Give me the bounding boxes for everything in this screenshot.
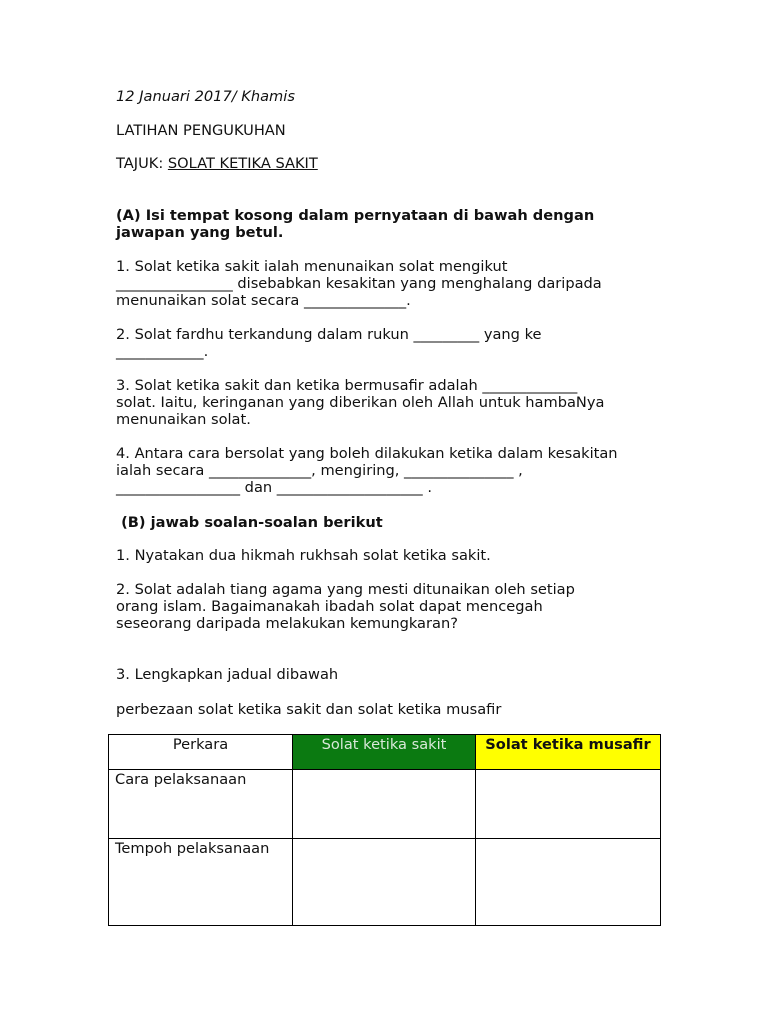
topic-line xyxy=(116,155,660,172)
answer-cell-musafir-tempoh[interactable] xyxy=(476,839,661,926)
q4-line: 4. Antara cara bersolat yang boleh dilakukan ketika dalam kesakitan xyxy=(116,445,618,462)
table-header-row xyxy=(109,735,661,770)
q3-line: menunaikan solat. xyxy=(116,411,251,428)
section-b-question-3: 3. Lengkapkan jadual dibawah xyxy=(116,666,339,683)
q1-line: menunaikan solat secara ______________. xyxy=(116,292,411,309)
answer-cell-musafir-cara[interactable] xyxy=(476,770,661,839)
header-solat-musafir: Solat ketika musafir xyxy=(476,735,661,770)
table-caption: perbezaan solat ketika sakit dan solat ketika musafir xyxy=(116,701,502,718)
section-b-title: (B) jawab soalan-soalan berikut xyxy=(116,514,383,531)
row-label-tempoh: Tempoh pelaksanaan xyxy=(109,839,293,926)
answer-cell-sakit-cara[interactable] xyxy=(293,770,476,839)
q3-line: solat. Iaitu, keringanan yang diberikan oleh Allah untuk hambaNya xyxy=(116,394,605,411)
q1-line: ________________ disebabkan kesakitan yang menghalang daripada xyxy=(116,275,602,292)
section-a-question-4 xyxy=(116,445,660,496)
b-q2-line: seseorang daripada melakukan kemungkaran? xyxy=(116,615,458,632)
topic-label: TAJUK: xyxy=(116,155,164,172)
q3-line: 3. Solat ketika sakit dan ketika bermusafir adalah _____________ xyxy=(116,377,578,394)
row-label-cara: Cara pelaksanaan xyxy=(109,770,293,839)
section-b-question-1: 1. Nyatakan dua hikmah rukhsah solat ketika sakit. xyxy=(116,547,491,564)
comparison-table xyxy=(108,734,661,926)
table-row xyxy=(109,839,661,926)
page-heading: LATIHAN PENGUKUHAN xyxy=(116,122,286,139)
q1-line: 1. Solat ketika sakit ialah menunaikan solat mengikut xyxy=(116,258,508,275)
section-a-question-2 xyxy=(116,326,660,360)
header-perkara: Perkara xyxy=(109,735,293,770)
date-line: 12 Januari 2017/ Khamis xyxy=(116,88,295,105)
section-a-title: (A) Isi tempat kosong dalam pernyataan di bawah dengan jawapan yang betul. xyxy=(116,207,595,241)
topic-title: SOLAT KETIKA SAKIT xyxy=(167,155,318,172)
q4-line: ialah secara ______________, mengiring, _______________ , xyxy=(116,462,523,479)
answer-cell-sakit-tempoh[interactable] xyxy=(293,839,476,926)
q4-line: _________________ dan ____________________ . xyxy=(116,479,432,496)
section-b-question-2 xyxy=(116,581,660,632)
b-q2-line: 2. Solat adalah tiang agama yang mesti ditunaikan oleh setiap xyxy=(116,581,575,598)
header-solat-sakit: Solat ketika sakit xyxy=(293,735,476,770)
q2-line: 2. Solat fardhu terkandung dalam rukun _________ yang ke xyxy=(116,326,542,343)
b-q2-line: orang islam. Bagaimanakah ibadah solat dapat mencegah xyxy=(116,598,543,615)
section-a-question-1 xyxy=(116,258,660,309)
section-a-question-3 xyxy=(116,377,660,428)
table-row xyxy=(109,770,661,839)
q2-line: ____________. xyxy=(116,343,209,360)
